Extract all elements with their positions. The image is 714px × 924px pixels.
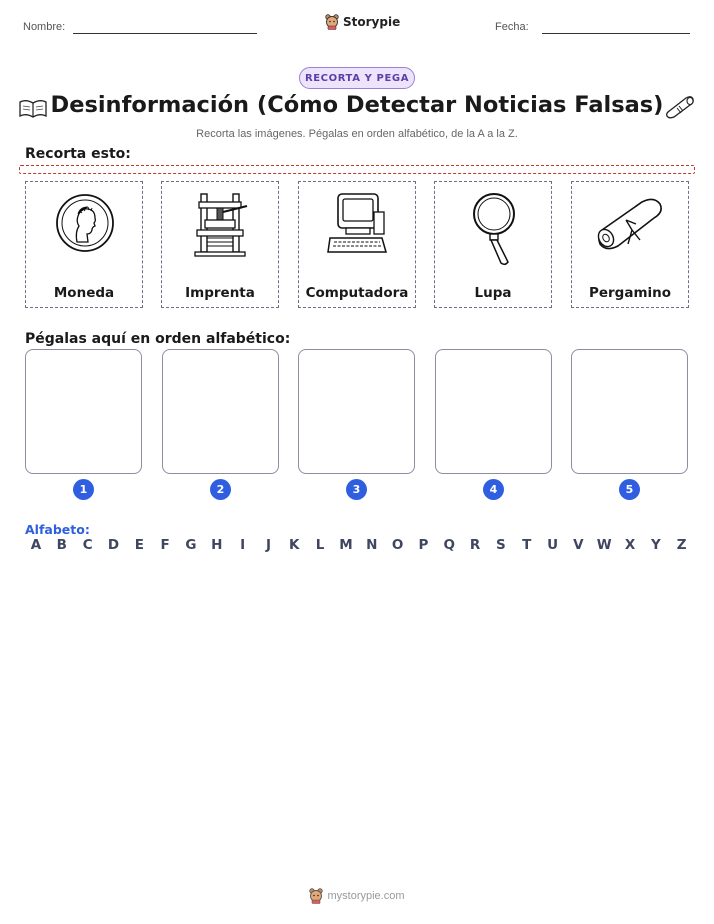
position-number: 3 (346, 479, 367, 500)
card-label: Imprenta (185, 285, 255, 301)
footer-url[interactable]: mystorypie.com (327, 890, 405, 902)
alphabet-letter: T (522, 537, 532, 553)
paste-box-5[interactable] (571, 349, 688, 474)
position-number: 2 (210, 479, 231, 500)
scroll-icon (596, 194, 666, 254)
alphabet-letter: R (469, 537, 481, 553)
alphabet-letter: Z (676, 537, 687, 553)
alphabet-letter: S (496, 537, 506, 553)
alphabet-letter: H (211, 537, 223, 553)
card-label: Moneda (53, 285, 115, 301)
cut-heading: Recorta esto: (25, 146, 131, 162)
alphabet-letter: K (289, 537, 300, 553)
alphabet-letter: N (366, 537, 378, 553)
card-label: Pergamino (588, 285, 672, 301)
coin-icon (55, 192, 115, 254)
alphabet-letter: D (107, 537, 120, 553)
cut-card-moneda[interactable] (25, 181, 143, 308)
date-label: Fecha: (495, 21, 529, 33)
alphabet-letter: Q (443, 537, 455, 553)
alphabet-label: Alfabeto: (25, 522, 90, 537)
alphabet-letter: C (82, 537, 93, 553)
alphabet-letter: A (30, 537, 42, 553)
footer (0, 888, 714, 904)
computer-icon (326, 192, 390, 258)
page-title: Desinformación (Cómo Detectar Noticias Falsas) (50, 92, 664, 118)
cut-card-computadora[interactable] (298, 181, 416, 308)
cut-card-imprenta[interactable] (161, 181, 279, 308)
alphabet-letter: U (547, 537, 559, 553)
paste-heading: Pégalas aquí en orden alfabético: (25, 331, 291, 347)
card-label: Lupa (474, 285, 512, 301)
alphabet-letter: G (185, 537, 197, 553)
position-number: 1 (73, 479, 94, 500)
cut-line (19, 165, 695, 174)
date-line[interactable] (542, 33, 690, 34)
paste-box-3[interactable] (298, 349, 415, 474)
card-label: Computadora (305, 285, 409, 301)
alphabet-letter: E (134, 537, 144, 553)
cut-card-lupa[interactable] (434, 181, 552, 308)
activity-badge: RECORTA Y PEGA (299, 67, 415, 89)
cut-card-pergamino[interactable] (571, 181, 689, 308)
bear-icon (309, 888, 323, 904)
bear-icon (325, 14, 339, 30)
alphabet-row (26, 537, 692, 553)
magnifying-glass-icon (464, 190, 524, 266)
alphabet-letter: I (240, 537, 246, 553)
alphabet-letter: F (160, 537, 170, 553)
alphabet-letter: V (573, 537, 584, 553)
alphabet-letter: P (418, 537, 429, 553)
alphabet-letter: O (391, 537, 404, 553)
scroll-deco-icon (664, 94, 696, 120)
alphabet-letter: X (624, 537, 636, 553)
brand-name: Storypie (343, 15, 401, 29)
name-label: Nombre: (23, 21, 66, 33)
paste-box-4[interactable] (435, 349, 552, 474)
position-number: 4 (483, 479, 504, 500)
alphabet-letter: M (339, 537, 353, 553)
paste-box-1[interactable] (25, 349, 142, 474)
position-number: 5 (619, 479, 640, 500)
alphabet-letter: J (265, 537, 271, 553)
instructions: Recorta las imágenes. Pégalas en orden alfabético, de la A a la Z. (196, 128, 518, 140)
name-line[interactable] (73, 33, 257, 34)
alphabet-letter: Y (650, 537, 661, 553)
alphabet-letter: W (596, 537, 612, 553)
brand-logo (325, 14, 400, 30)
alphabet-letter: L (315, 537, 325, 553)
paste-box-2[interactable] (162, 349, 279, 474)
printing-press-icon (191, 190, 251, 260)
alphabet-letter: B (56, 537, 67, 553)
